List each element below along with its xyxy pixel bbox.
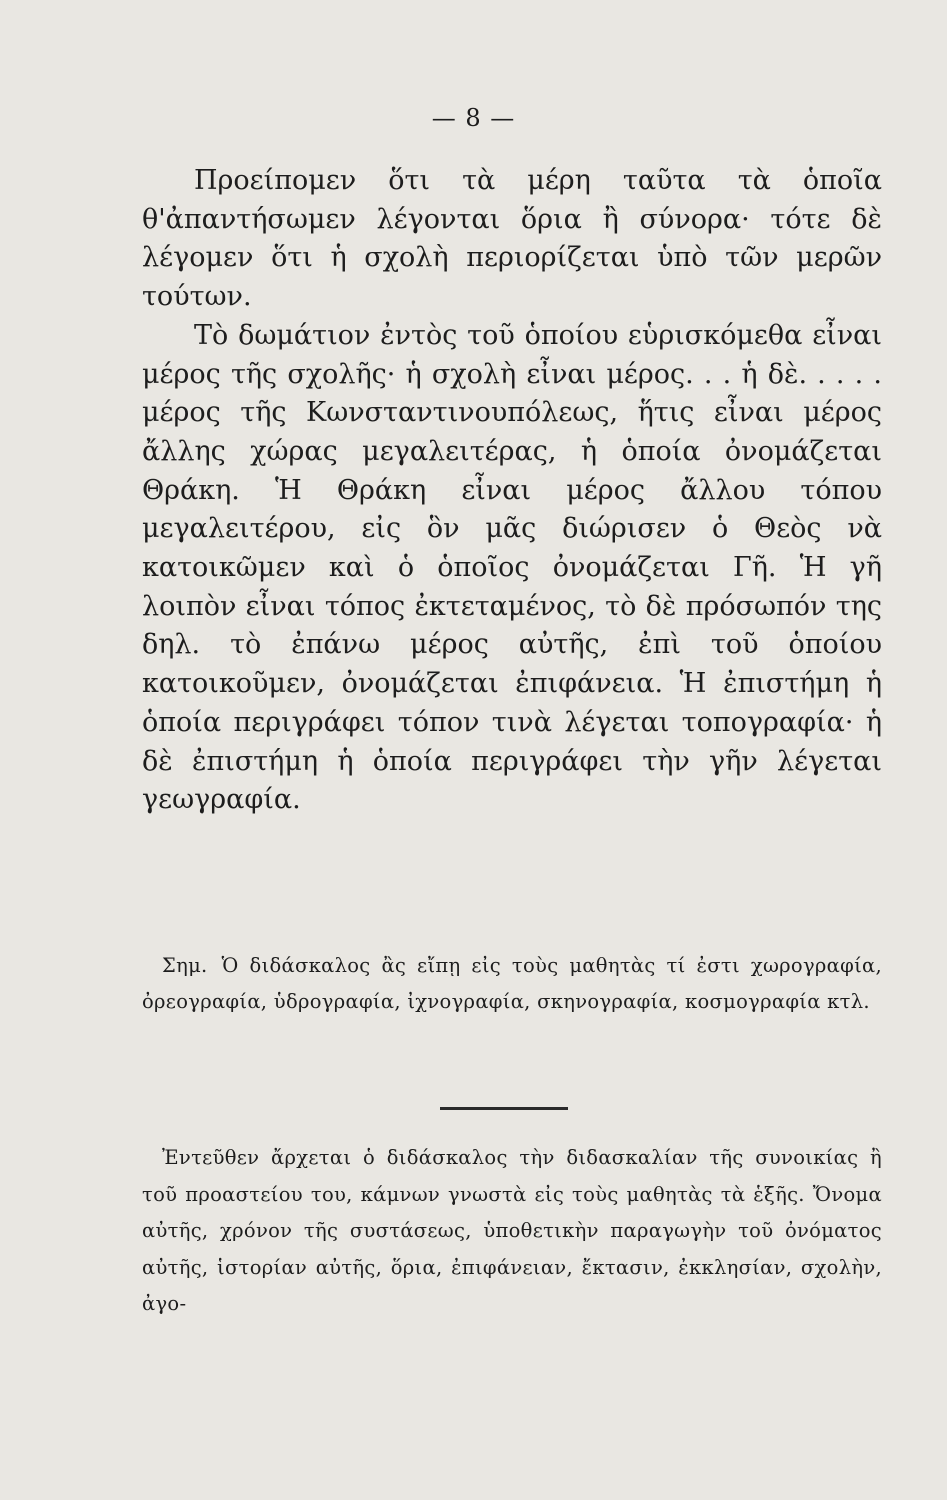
note-text: Ὁ διδάσκαλος ἂς εἴπῃ εἰς τοὺς μαθητὰς τί ἐστι χωρογραφία, ὀρεογραφία, ὑδρογραφία, ἰχνογραφία, σκηνογραφία, κοσμογραφία κτλ. (142, 954, 882, 1013)
paragraph-earth-description: Τὸ δωμάτιον ἐντὸς τοῦ ὁποίου εὑρισκόμεθα εἶναι μέρος τῆς σχολῆς· ἡ σχολὴ εἶναι μέρος. . . ἡ δὲ. . . . . μέρος τῆς Κωνσταντινουπόλεως, ἥτις εἶναι μέρος ἄλλης χώρας μεγαλειτέρας, ἡ ὁποία ὀνομάζεται Θράκη. Ἡ Θράκη εἶναι μέρος ἄλλου τόπου μεγαλειτέρου, εἰς ὃν μᾶς διώρισεν ὁ Θεὸς νὰ κατοικῶμεν καὶ ὁ ὁποῖος ὀνομάζεται Γῆ. Ἡ γῆ λοιπὸν εἶναι τόπος ἐκτεταμένος, τὸ δὲ πρόσωπόν της δηλ. τὸ ἐπάνω μέρος αὐτῆς, ἐπὶ τοῦ ὁποίου κατοικοῦμεν, ὀνομάζεται ἐπιφάνεια. Ἡ ἐπιστήμη ἡ ὁποία περιγράφει τόπον τινὰ λέγεται τοπογραφία· ἡ δὲ ἐπιστήμη ἡ ὁποία περιγράφει τὴν γῆν λέγεται γεωγραφία. (142, 319, 882, 816)
paragraph-boundaries: Προείπομεν ὅτι τὰ μέρη ταῦτα τὰ ὁποῖα θ'ἀπαντήσωμεν λέγονται ὅρια ἢ σύνορα· τότε δὲ λέγομεν ὅτι ἡ σχολὴ περιορίζεται ὑπὸ τῶν μερῶν τούτων. (142, 165, 882, 313)
next-section-text: Ἐντεῦθεν ἄρχεται ὁ διδάσκαλος τὴν διδασκαλίαν τῆς συνοικίας ἢ τοῦ προαστείου του, κάμνων γνωστὰ εἰς τοὺς μαθητὰς τὰ ἑξῆς. Ὄνομα αὐτῆς, χρόνον τῆς συστάσεως, ὑποθετικὴν παραγωγὴν τοῦ ὀνόματος αὐτῆς, ἱστορίαν αὐτῆς, ὅρια, ἐπιφάνειαν, ἔκτασιν, ἐκκλησίαν, σχολὴν, ἀγο- (142, 1146, 882, 1315)
section-divider (440, 1107, 568, 1110)
main-text (142, 162, 882, 820)
teacher-note (142, 948, 882, 1020)
note-label: Σημ. (162, 954, 208, 977)
page-number: — 8 — (431, 104, 516, 132)
